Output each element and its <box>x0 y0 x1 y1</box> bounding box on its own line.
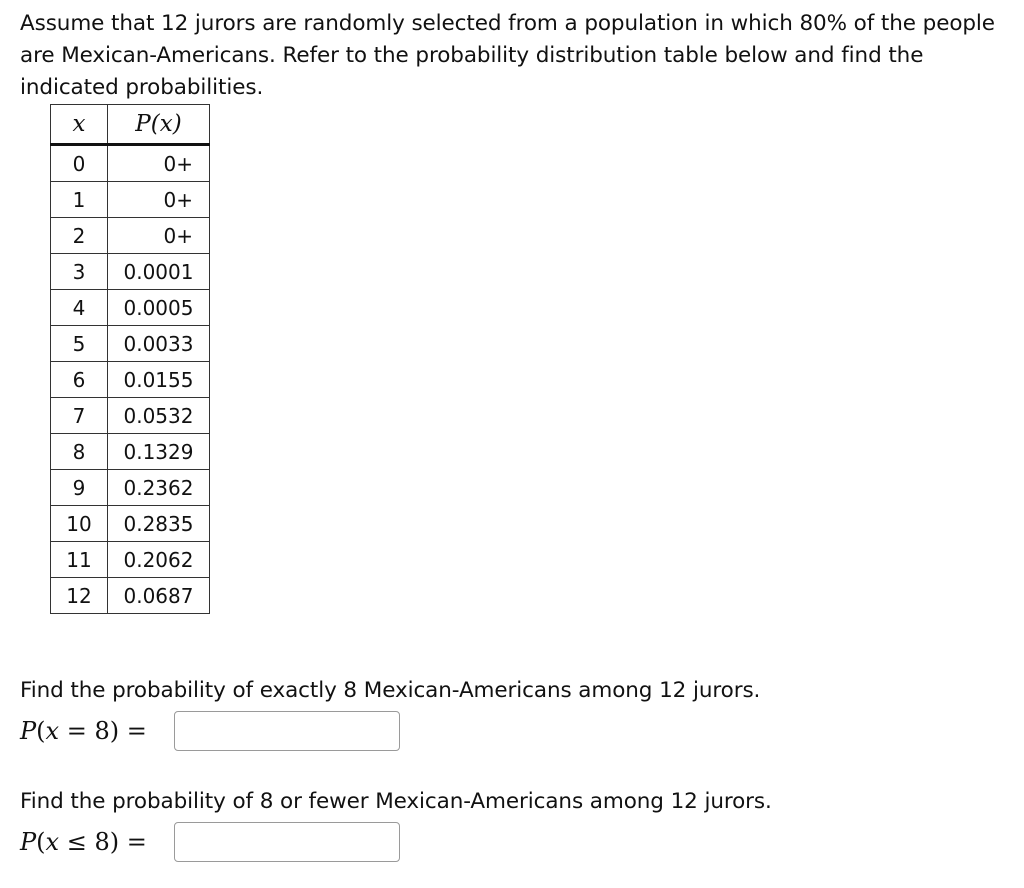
cell-probability: 0.1329 <box>108 434 210 470</box>
question-2-label-var: P <box>20 828 37 856</box>
table-row <box>51 398 210 434</box>
cell-probability: 0+ <box>108 145 210 182</box>
question-2-prompt: Find the probability of 8 or fewer Mexican-Americans among 12 jurors. <box>20 789 772 814</box>
question-1-label-rest: = 8) = <box>59 717 147 745</box>
answer-input-exactly-8[interactable] <box>174 711 400 751</box>
cell-probability: 0.0001 <box>108 254 210 290</box>
table-row <box>51 290 210 326</box>
question-2-label-rest: ≤ 8) = <box>59 828 147 856</box>
table-row <box>51 506 210 542</box>
question-1-label-x: x <box>45 717 60 745</box>
cell-probability: 0.0155 <box>108 362 210 398</box>
table-row <box>51 182 210 218</box>
cell-probability: 0.2062 <box>108 542 210 578</box>
table-row <box>51 254 210 290</box>
table-row <box>51 470 210 506</box>
cell-probability: 0.0532 <box>108 398 210 434</box>
question-1-label-var: P <box>20 717 37 745</box>
question-1-row <box>20 709 400 753</box>
cell-x: 12 <box>51 578 108 614</box>
cell-x: 7 <box>51 398 108 434</box>
probability-distribution-table <box>50 104 210 614</box>
cell-probability: 0+ <box>108 218 210 254</box>
answer-input-8-or-fewer[interactable] <box>174 822 400 862</box>
cell-x: 10 <box>51 506 108 542</box>
cell-probability: 0.0033 <box>108 326 210 362</box>
table-row <box>51 326 210 362</box>
cell-probability: 0.2835 <box>108 506 210 542</box>
table-row <box>51 145 210 182</box>
cell-x: 5 <box>51 326 108 362</box>
cell-x: 0 <box>51 145 108 182</box>
table-row <box>51 434 210 470</box>
table-row <box>51 578 210 614</box>
cell-x: 4 <box>51 290 108 326</box>
cell-probability: 0.0005 <box>108 290 210 326</box>
cell-probability: 0+ <box>108 182 210 218</box>
cell-x: 3 <box>51 254 108 290</box>
table-row <box>51 362 210 398</box>
table-row <box>51 542 210 578</box>
header-x: x <box>51 105 108 145</box>
question-1-label: P(x = 8) = <box>20 717 147 745</box>
cell-x: 9 <box>51 470 108 506</box>
cell-x: 11 <box>51 542 108 578</box>
question-2-row <box>20 820 400 864</box>
problem-statement: Assume that 12 jurors are randomly selected from a population in which 80% of the people are Mexican-Americans. Refer to the probability distribution table below and find the indicated probabilities. <box>20 11 995 100</box>
cell-x: 8 <box>51 434 108 470</box>
question-1-prompt: Find the probability of exactly 8 Mexican-Americans among 12 jurors. <box>20 678 761 703</box>
header-px: P(x) <box>108 105 210 145</box>
table-header-row <box>51 105 210 145</box>
question-2-label: P(x ≤ 8) = <box>20 828 147 856</box>
cell-probability: 0.2362 <box>108 470 210 506</box>
cell-x: 2 <box>51 218 108 254</box>
question-2-label-x: x <box>45 828 60 856</box>
table-row <box>51 218 210 254</box>
cell-x: 1 <box>51 182 108 218</box>
cell-x: 6 <box>51 362 108 398</box>
cell-probability: 0.0687 <box>108 578 210 614</box>
